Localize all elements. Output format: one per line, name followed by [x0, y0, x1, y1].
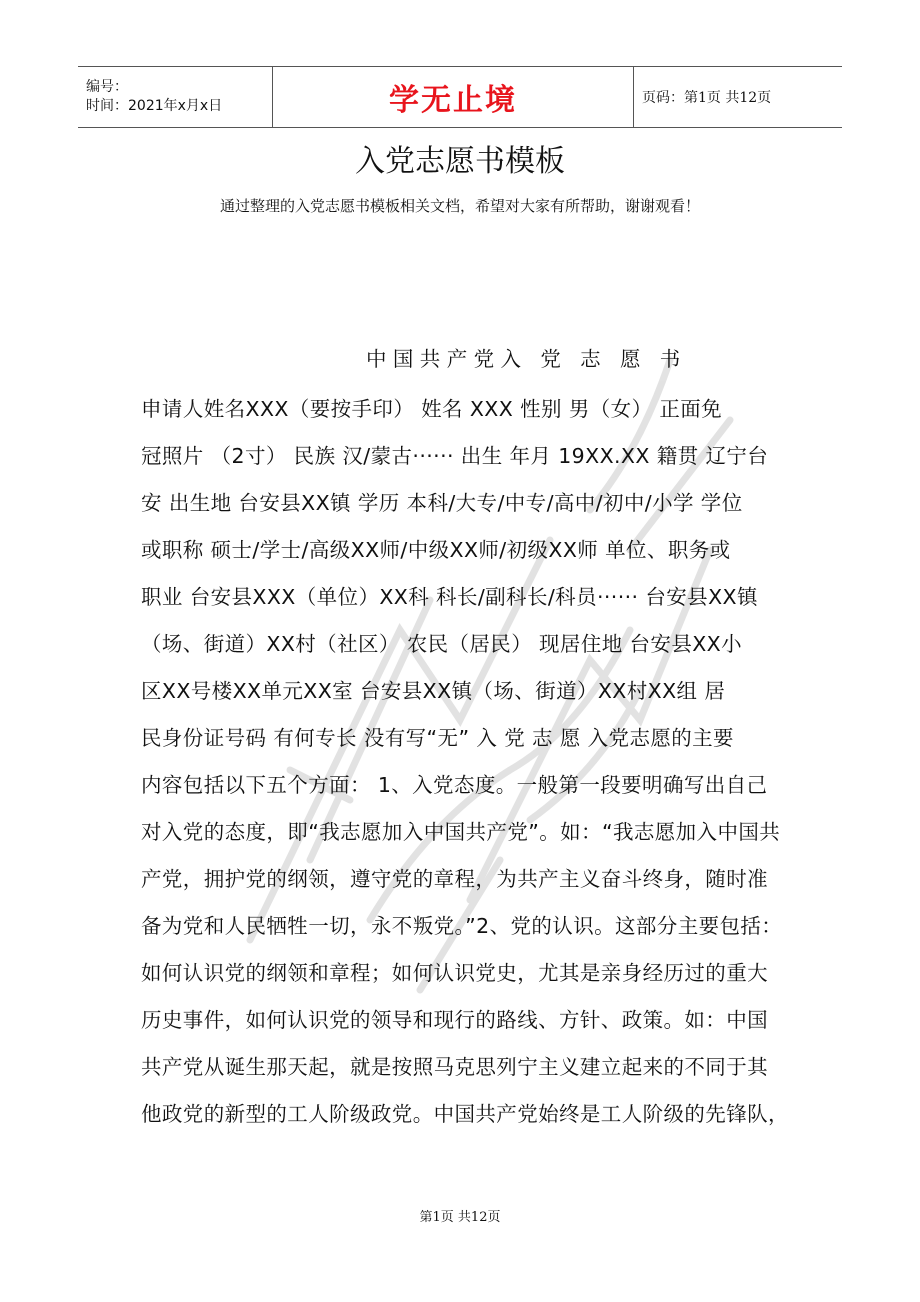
body-line: 或职称 硕士/学士/高级XX师/中级XX师/初级XX师 单位、职务或 — [141, 538, 731, 562]
body-line: 安 出生地 台安县XX镇 学历 本科/大专/中专/高中/初中/小学 学位 — [141, 491, 743, 515]
document-title: 入党志愿书模板 — [355, 144, 565, 179]
document-subtitle: 通过整理的入党志愿书模板相关文档，希望对大家有所帮助，谢谢观看！ — [219, 197, 700, 215]
body-line: 如何认识党的纲领和章程；如何认识党史，尤其是亲身经历过的重大 — [141, 961, 768, 985]
body-line: 产党，拥护党的纲领，遵守党的章程，为共产主义奋斗终身，随时准 — [141, 867, 768, 891]
application-heading: 中国共产党入 党 志 愿 书 — [366, 347, 687, 371]
header-slogan-cell — [272, 67, 634, 127]
body-line: （场、街道）XX村（社区） 农民（居民） 现居住地 台安县XX小 — [141, 632, 743, 656]
page-header — [78, 66, 842, 128]
header-meta — [78, 67, 272, 127]
body-line: 申请人姓名XXX（要按手印） 姓名 XXX 性别 男（女） 正面免 — [141, 397, 723, 421]
body-line: 他政党的新型的工人阶级政党。中国共产党始终是工人阶级的先锋队， — [141, 1102, 789, 1126]
body-line: 内容包括以下五个方面： 1、入党态度。一般第一段要明确写出自己 — [141, 773, 768, 797]
body-line: 历史事件，如何认识党的领导和现行的路线、方针、政策。如：中国 — [141, 1008, 768, 1032]
body-line: 冠照片 （2寸） 民族 汉/蒙古······ 出生 年月 19XX.XX 籍贯 辽宁台 — [141, 444, 769, 468]
page-footer: 第1页 共12页 — [419, 1210, 501, 1225]
body-line: 共产党从诞生那天起，就是按照马克思列宁主义建立起来的不同于其 — [141, 1055, 768, 1079]
body-line: 区XX号楼XX单元XX室 台安县XX镇（场、街道）XX村XX组 居 — [141, 679, 726, 703]
serial-number-label: 编号： — [86, 79, 128, 95]
body-line: 职业 台安县XXX（单位）XX科 科长/副科长/科员······ 台安县XX镇 — [141, 585, 758, 609]
body-line: 备为党和人民牺牲一切，永不叛党。”2、党的认识。这部分主要包括： — [141, 914, 783, 938]
body-line: 对入党的态度，即“我志愿加入中国共产党”。如：“我志愿加入中国共 — [141, 820, 781, 844]
page-number-label: 页码：第1页 共12页 — [642, 90, 772, 106]
slogan-text: 学无止境 — [389, 83, 517, 118]
time-label: 时间：2021年x月x日 — [86, 98, 223, 114]
header-page-cell — [634, 67, 842, 127]
body-line: 民身份证号码 有何专长 没有写“无” 入 党 志 愿 入党志愿的主要 — [141, 726, 734, 750]
